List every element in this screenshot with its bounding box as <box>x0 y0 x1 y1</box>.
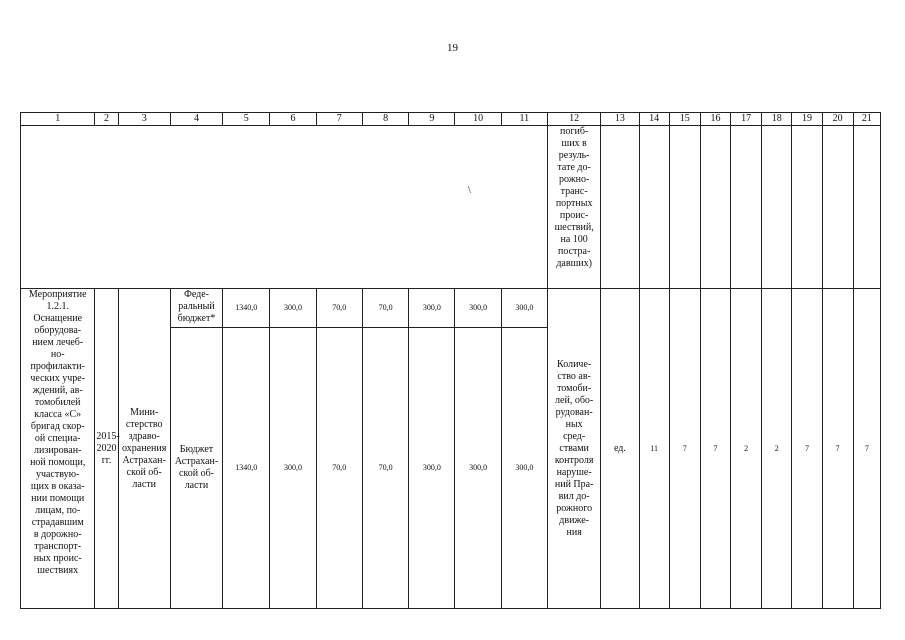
header-cell: 8 <box>362 113 408 126</box>
empty-cell <box>762 126 792 289</box>
value-cell: 1340,0 <box>223 328 270 609</box>
stray-mark: \ <box>468 185 471 196</box>
value-cell: 300,0 <box>409 289 455 328</box>
value-cell: 300,0 <box>501 289 547 328</box>
target-cell: 11 <box>639 289 669 609</box>
empty-cell <box>601 126 639 289</box>
header-cell: 20 <box>822 113 853 126</box>
target-cell: 7 <box>700 289 730 609</box>
empty-cell <box>669 126 700 289</box>
header-cell: 12 <box>548 113 601 126</box>
header-cell: 15 <box>669 113 700 126</box>
header-cell: 19 <box>792 113 822 126</box>
value-cell: 70,0 <box>362 328 408 609</box>
activity-row-federal <box>21 289 881 328</box>
continuation-row <box>21 126 881 289</box>
activity-executor: Мини- стерство здраво- охранения Астрахан- ской об- ласти <box>118 289 170 609</box>
value-cell: 1340,0 <box>223 289 270 328</box>
activity-name: Мероприятие 1.2.1. Оснащение оборудова- нием лечеб- но- профилакти- ческих учре- ждений, ав- томобилей класса «С» бригад скор- ой специа- лизирован- ной помощи, участвую- щих в оказа- нии помощи лицам, по- страдавшим в дорожно- транспорт- ных проис- шествиях <box>21 289 95 609</box>
value-cell: 300,0 <box>409 328 455 609</box>
value-cell: 70,0 <box>316 289 362 328</box>
header-cell: 13 <box>601 113 639 126</box>
header-cell: 9 <box>409 113 455 126</box>
header-cell: 4 <box>170 113 222 126</box>
header-cell: 3 <box>118 113 170 126</box>
empty-cell <box>853 126 880 289</box>
header-cell: 5 <box>223 113 270 126</box>
value-cell: 70,0 <box>362 289 408 328</box>
indicator-continuation: погиб- ших в резуль- тате до- рожно- транс- портных проис- шествий, на 100 постра- давших) <box>548 126 601 289</box>
value-cell: 300,0 <box>270 289 316 328</box>
header-cell: 10 <box>455 113 501 126</box>
empty-cell <box>639 126 669 289</box>
header-cell: 17 <box>731 113 762 126</box>
empty-cell <box>21 126 548 289</box>
empty-cell <box>792 126 822 289</box>
header-cell: 16 <box>700 113 730 126</box>
empty-cell <box>731 126 762 289</box>
value-cell: 300,0 <box>501 328 547 609</box>
value-cell: 300,0 <box>455 328 501 609</box>
header-row <box>21 113 881 126</box>
program-table <box>20 112 881 609</box>
header-cell: 21 <box>853 113 880 126</box>
target-cell: 2 <box>731 289 762 609</box>
header-cell: 1 <box>21 113 95 126</box>
indicator-description: Количе- ство ав- томоби- лей, обо- рудован- ных сред- ствами контроля наруше- ний Пра- вил до- рожного движе- ния <box>548 289 601 609</box>
page-number: 19 <box>447 42 458 54</box>
activity-period: 2015- 2020 гг. <box>95 289 118 609</box>
value-cell: 70,0 <box>316 328 362 609</box>
header-cell: 11 <box>501 113 547 126</box>
header-cell: 6 <box>270 113 316 126</box>
funding-source-federal: Феде- ральный бюджет* <box>170 289 222 328</box>
header-cell: 18 <box>762 113 792 126</box>
funding-source-regional: Бюджет Астрахан- ской об- ласти <box>170 328 222 609</box>
target-cell: 7 <box>853 289 880 609</box>
target-cell: 2 <box>762 289 792 609</box>
header-cell: 7 <box>316 113 362 126</box>
header-cell: 14 <box>639 113 669 126</box>
empty-cell <box>700 126 730 289</box>
value-cell: 300,0 <box>270 328 316 609</box>
header-cell: 2 <box>95 113 118 126</box>
empty-cell <box>822 126 853 289</box>
unit-cell: ед. <box>601 289 639 609</box>
target-cell: 7 <box>792 289 822 609</box>
value-cell: 300,0 <box>455 289 501 328</box>
target-cell: 7 <box>822 289 853 609</box>
target-cell: 7 <box>669 289 700 609</box>
